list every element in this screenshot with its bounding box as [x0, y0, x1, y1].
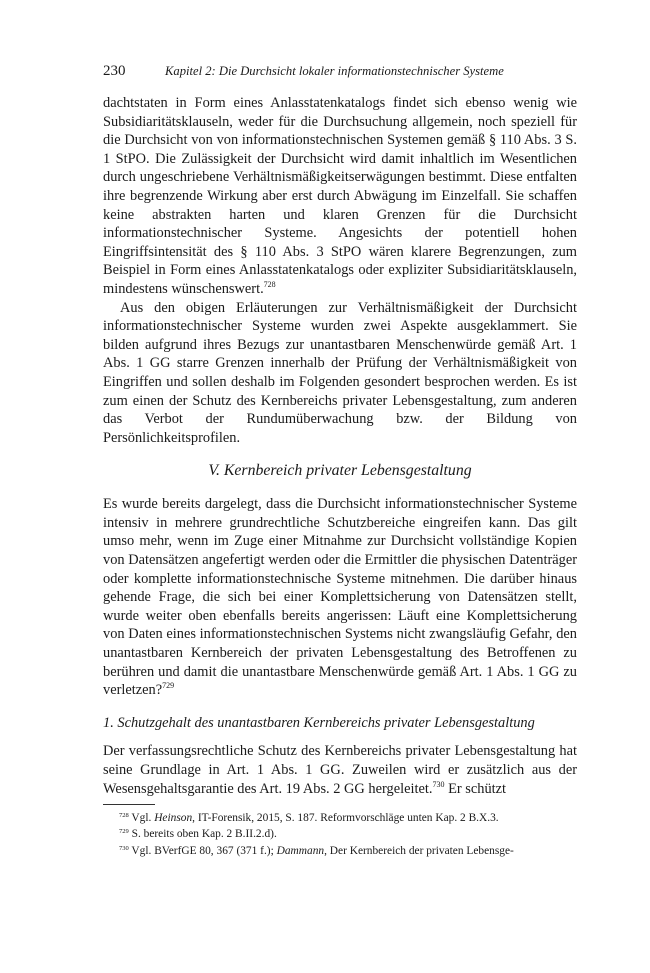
- footnote-text: Vgl.: [131, 812, 155, 824]
- paragraph-2: [103, 299, 577, 448]
- footnote-text: , IT-Forensik, 2015, S. 187. Reformvorschläge unten Kap. 2 B.X.3.: [192, 812, 499, 824]
- footnote-ref-728[interactable]: 728: [263, 279, 276, 289]
- footnote-text: Vgl. BVerfGE 80, 367 (371 f.);: [131, 844, 277, 857]
- footnote-author: Heinson: [154, 812, 193, 824]
- footnote-text: , Der Kernbereich der privaten Lebensge-: [324, 844, 514, 857]
- footnotes: [119, 810, 579, 859]
- footnote-728: [119, 810, 579, 826]
- running-header: [103, 62, 583, 80]
- footnote-text: S. bereits oben Kap. 2 B.II.2.d).: [131, 828, 277, 841]
- body-text: [103, 94, 577, 798]
- footnote-divider: [103, 804, 155, 805]
- paragraph-3: [103, 495, 577, 700]
- footnote-ref-730[interactable]: 730: [432, 779, 445, 789]
- paragraph-1-text: dachtstaten in Form eines Anlasstatenkatalogs findet sich ebenso wenig wie Subsidiaritätsklauseln, weder für die Durchsuchung allgemein, noch speziell für die Durchsicht von von informationstechnischen Systemen gemäß § 110 Abs. 3 S. 1 StPO. Die Zulässigkeit der Durchsicht wird damit inhaltlich im Wesentlichen durch ungeschriebene Verhältnismäßigkeitserwägungen bestimmt. Diese entfalten ihre begrenzende Wirkung aber erst durch Abwägung im Einzelfall. Sie schaffen keine abstrakten harten und klaren Grenzen für die Durchsicht informationstechnischer Systeme. Angesichts der potentiell hohen Eingriffsintensität des § 110 Abs. 3 StPO wären klarere Begrenzungen, zum Beispiel in Form eines Anlasstatenkatalogs oder expliziter Subsidiaritätsklauseln, mindestens wünschenswert.: [103, 95, 577, 297]
- footnote-ref-729[interactable]: 729: [162, 681, 175, 691]
- paragraph-4-text-after: Er schützt: [444, 780, 507, 797]
- footnote-number: 730: [119, 844, 129, 852]
- paragraph-2-text: Aus den obigen Erläuterungen zur Verhältnismäßigkeit der Durchsicht informationstechnischer Systeme wurden zwei Aspekte ausgeklammert. Sie bilden aufgrund ihres Bezugs zur unantastbaren Menschenwürde gemäß Art. 1 Abs. 1 GG starre Grenzen innerhalb der Prüfung der Verhältnismäßigkeit von Eingriffen und sollen deshalb im Folgenden gesondert besprochen werden. Es ist zum einen der Schutz des Kernbereichs privater Lebensgestaltung, zum anderen das Verbot der Rundumüberwachung bzw. der Bildung von Persönlichkeitsprofilen.: [103, 299, 577, 446]
- footnote-729: [119, 826, 579, 842]
- footnote-730: [119, 843, 579, 859]
- footnote-number: 729: [119, 828, 129, 836]
- page-number: 230: [103, 63, 126, 79]
- running-title: Kapitel 2: Die Durchsicht lokaler informationstechnischer Systeme: [165, 64, 504, 78]
- paragraph-4: [103, 742, 577, 798]
- footnote-number: 728: [119, 812, 129, 819]
- section-heading: V. Kernbereich privater Lebensgestaltung: [208, 462, 472, 480]
- paragraph-1: [103, 94, 577, 299]
- paragraph-4-text: Der verfassungsrechtliche Schutz des Kernbereichs privater Lebensgestaltung hat seine Grundlage in Art. 1 Abs. 1 GG. Zuweilen wird er zusätzlich aus der Wesensgehaltsgarantie des Art. 19 Abs. 2 GG hergeleitet.: [103, 743, 577, 797]
- paragraph-3-text: Es wurde bereits dargelegt, dass die Durchsicht informationstechnischer Systeme intensiv in mehrere grundrechtliche Schutzbereiche eingreifen kann. Das gilt umso mehr, wenn im Zuge einer Mitnahme zur Durchsicht vollständige Kopien von Datensätzen angefertigt werden oder die Ermittler die physischen Datenträger oder komplette informationstechnische Systeme mitnehmen. Die darüber hinaus gehende Frage, die sich bei einer Komplettsicherung von Datensätzen stellt, wurde weiter oben ebenfalls bereits angerissen: Läuft eine Komplettsicherung von Daten eines informationstechnischen Systems nicht zwangsläufig Gefahr, den unantastbaren Kernbereich der privaten Lebensgestaltung des Betroffenen zu berühren und damit die unantastbare Menschenwürde gemäß Art. 1 Abs. 1 GG zu verletzen?: [103, 496, 577, 699]
- footnote-author: Dammann: [276, 844, 325, 857]
- subsection-heading: 1. Schutzgehalt des unantastbaren Kernbereichs privater Lebensgestaltung: [103, 714, 535, 731]
